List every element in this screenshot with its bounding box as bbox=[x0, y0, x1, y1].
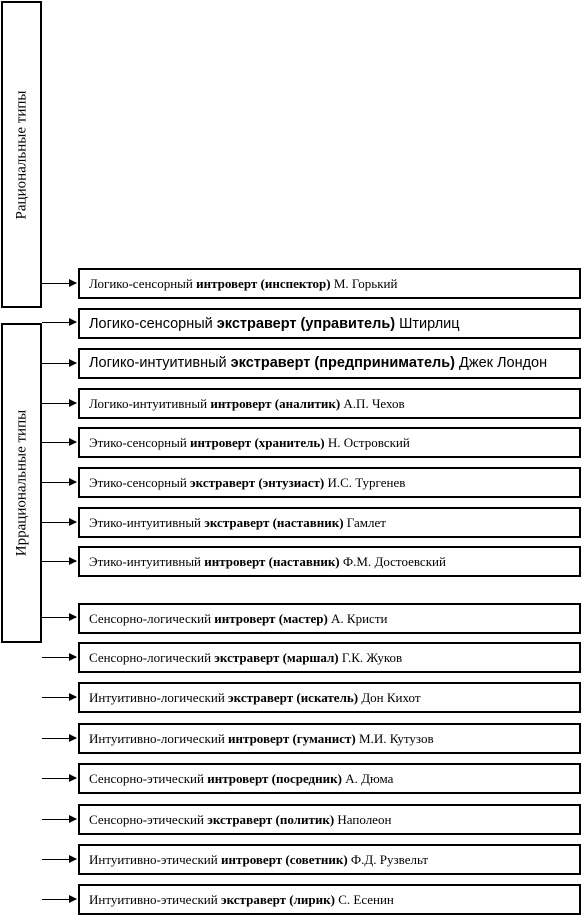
type-box-7 bbox=[78, 507, 581, 538]
type-box-16 bbox=[78, 884, 581, 915]
type-text: Интуитивно-этический интроверт (советник) Ф.Д. Рузвельт bbox=[89, 851, 429, 867]
type-box-5 bbox=[78, 427, 581, 458]
type-box-1 bbox=[78, 268, 581, 299]
arrow-16 bbox=[42, 899, 76, 900]
type-box-3 bbox=[78, 348, 581, 379]
arrow-6 bbox=[42, 482, 76, 483]
type-text: Этико-сенсорный интроверт (хранитель) Н. Островский bbox=[89, 434, 410, 450]
type-text: Логико-сенсорный экстраверт (управитель) Штирлиц bbox=[89, 315, 460, 332]
arrow-1 bbox=[42, 283, 76, 284]
arrow-15 bbox=[42, 859, 76, 860]
type-box-6 bbox=[78, 467, 581, 498]
irrational-types-label: Иррациональные типы bbox=[13, 409, 29, 557]
arrow-13 bbox=[42, 778, 76, 779]
type-box-13 bbox=[78, 763, 581, 794]
arrow-11 bbox=[42, 697, 76, 698]
type-text: Сенсорно-этический интроверт (посредник) А. Дюма bbox=[89, 770, 394, 786]
arrow-2 bbox=[42, 322, 76, 323]
rational-types-box bbox=[1, 1, 42, 308]
type-text: Логико-интуитивный интроверт (аналитик) А.П. Чехов bbox=[89, 395, 405, 411]
type-text: Интуитивно-логический интроверт (гуманист) М.И. Кутузов bbox=[89, 730, 434, 746]
type-box-4 bbox=[78, 388, 581, 419]
type-box-12 bbox=[78, 723, 581, 754]
arrow-4 bbox=[42, 403, 76, 404]
type-box-9 bbox=[78, 603, 581, 634]
arrow-12 bbox=[42, 738, 76, 739]
type-box-2 bbox=[78, 308, 581, 339]
type-text: Сенсорно-логический интроверт (мастер) А. Кристи bbox=[89, 610, 388, 626]
type-box-15 bbox=[78, 844, 581, 875]
type-text: Сенсорно-этический экстраверт (политик) Наполеон bbox=[89, 811, 392, 827]
arrow-5 bbox=[42, 442, 76, 443]
type-box-14 bbox=[78, 804, 581, 835]
irrational-types-box bbox=[1, 323, 42, 643]
type-text: Интуитивно-этический экстраверт (лирик) С. Есенин bbox=[89, 891, 394, 907]
arrow-9 bbox=[42, 617, 76, 618]
arrow-7 bbox=[42, 522, 76, 523]
type-text: Логико-интуитивный экстраверт (предприниматель) Джек Лондон bbox=[89, 355, 548, 371]
type-text: Логико-сенсорный интроверт (инспектор) М. Горький bbox=[89, 275, 398, 291]
arrow-3 bbox=[42, 363, 76, 364]
arrow-10 bbox=[42, 657, 76, 658]
arrow-14 bbox=[42, 819, 76, 820]
arrow-8 bbox=[42, 561, 76, 562]
type-text: Сенсорно-логический экстраверт (маршал) Г.К. Жуков bbox=[89, 649, 403, 665]
type-box-8 bbox=[78, 546, 581, 577]
type-text: Этико-интуитивный интроверт (наставник) Ф.М. Достоевский bbox=[89, 553, 446, 569]
type-text: Интуитивно-логический экстраверт (искатель) Дон Кихот bbox=[89, 689, 421, 705]
type-text: Этико-сенсорный экстраверт (энтузиаст) И.С. Тургенев bbox=[89, 474, 406, 490]
type-text: Этико-интуитивный экстраверт (наставник) Гамлет bbox=[89, 514, 386, 530]
type-box-11 bbox=[78, 682, 581, 713]
rational-types-label: Рациональные типы bbox=[13, 90, 29, 219]
type-box-10 bbox=[78, 642, 581, 673]
